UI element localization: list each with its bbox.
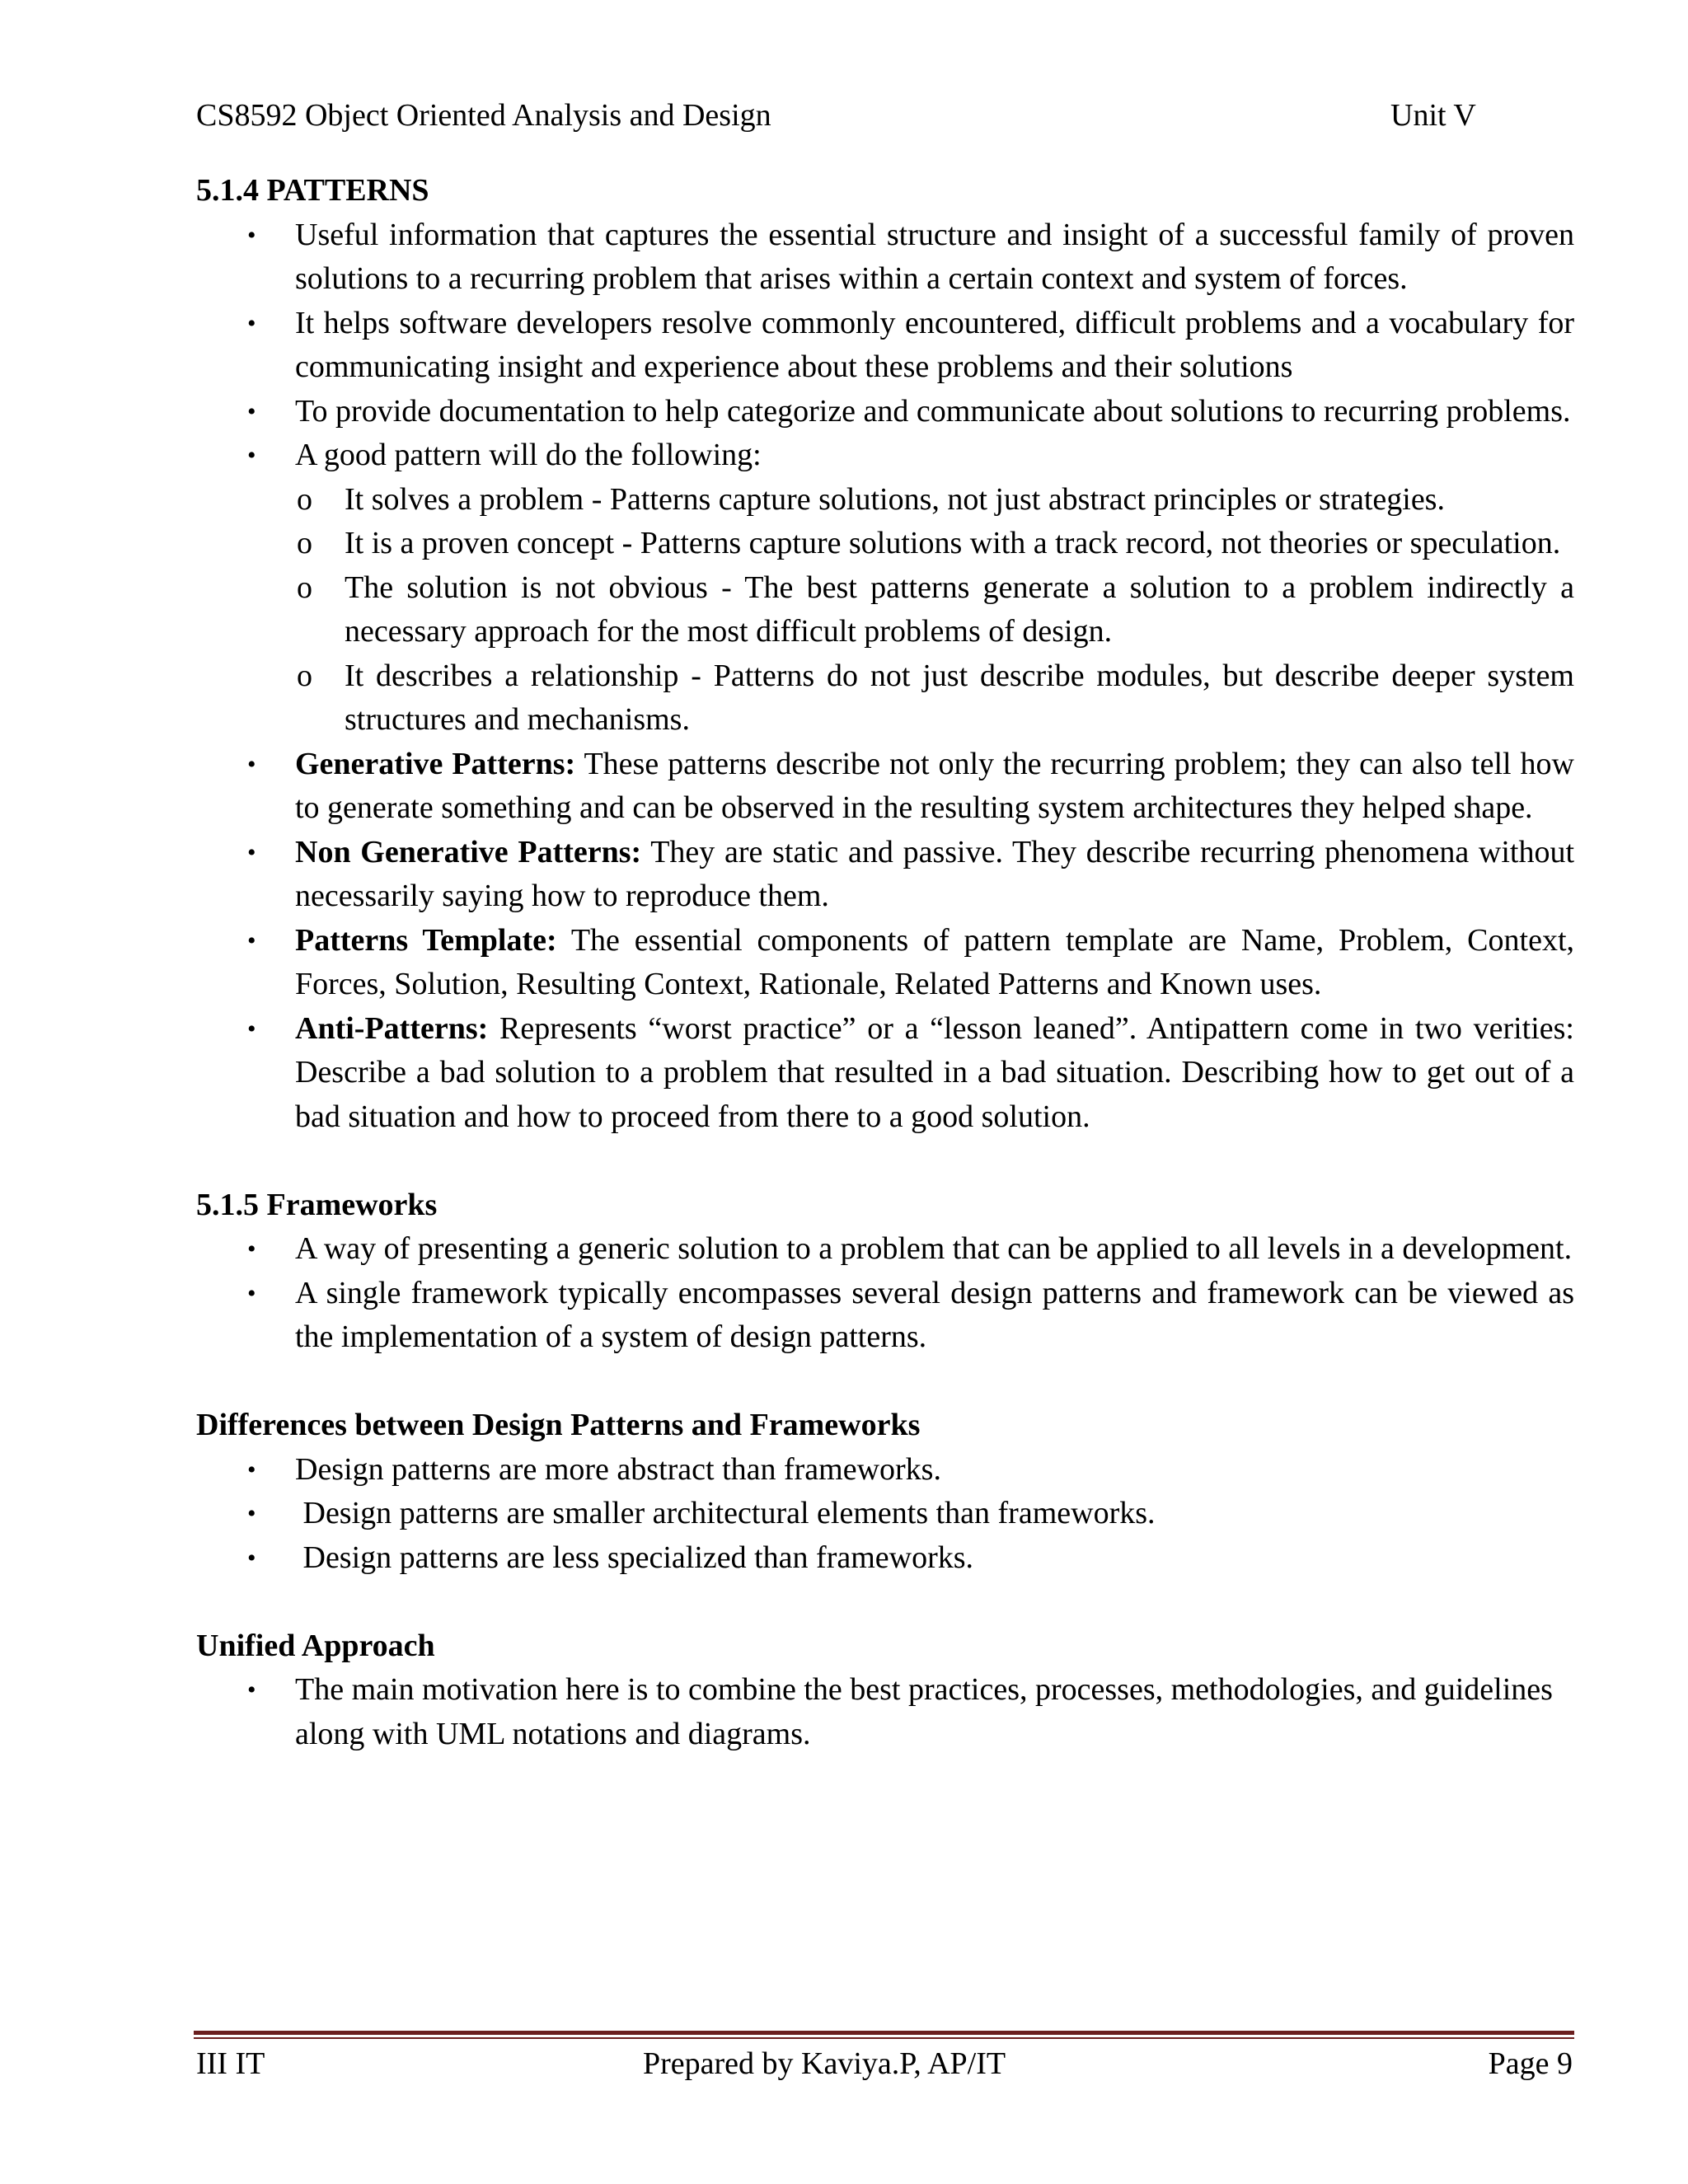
header-unit: Unit V: [1390, 98, 1476, 133]
definition-text: These patterns describe not only the recurring problem; they can also tell how to generate something and can be observed in the resulting system architectures they helped shape.: [295, 746, 1574, 825]
definition-term: Generative Patterns:: [295, 746, 576, 781]
definition-item: [196, 743, 1574, 831]
bullet-icon: •: [247, 1544, 256, 1572]
definition-text: They are static and passive. They describe recurring phenomena without necessarily saying how to reproduce them.: [295, 834, 1575, 913]
list-item: • Useful information that captures the essential structure and insight of a successful family of proven solutions to a recurring problem that arises within a certain context and system of forces.: [196, 213, 1574, 302]
definition-item: [196, 1007, 1574, 1140]
sub-list-item: o It solves a problem - Patterns capture solutions, not just abstract principles or strategies.: [196, 478, 1574, 523]
definition-text: Represents “worst practice” or a “lesson leaned”. Antipattern come in two verities: Describe a bad solution to a problem that resulted in a bad situation. Describing how to get out of a bad situation and how to proceed from there to a good solution.: [295, 1010, 1574, 1134]
section-title-unified: Unified Approach: [196, 1628, 435, 1663]
list-item: • A way of presenting a generic solution to a problem that can be applied to all levels in a development.: [196, 1227, 1574, 1272]
list-item: • To provide documentation to help categorize and communicate about solutions to recurring problems.: [196, 390, 1574, 434]
section-title-differences: Differences between Design Patterns and Frameworks: [196, 1408, 921, 1442]
bullet-icon: •: [247, 838, 256, 866]
sub-bullet-icon: o: [297, 481, 312, 517]
sub-list-item: o The solution is not obvious - The best patterns generate a solution to a problem indirectly a necessary approach for the most difficult problems of design.: [196, 566, 1574, 654]
list-item: • Design patterns are less specialized than frameworks.: [196, 1536, 1574, 1581]
sub-bullet-icon: o: [297, 658, 312, 693]
list-item: • Design patterns are smaller architectural elements than frameworks.: [196, 1492, 1574, 1536]
section-title-patterns: 5.1.4 PATTERNS: [196, 173, 429, 208]
footer-author: Prepared by Kaviya.P, AP/IT: [643, 2046, 1006, 2081]
header-course: CS8592 Object Oriented Analysis and Design: [196, 98, 771, 133]
footer-rule: [194, 2031, 1574, 2035]
definition-text: The essential components of pattern template are Name, Problem, Context, Forces, Solution, Resulting Context, Rationale, Related Patterns and Known uses.: [295, 922, 1575, 1001]
list-item: • A good pattern will do the following:: [196, 434, 1574, 478]
list-item: • The main motivation here is to combine the best practices, processes, methodologies, and guidelines along with UML notations and diagrams.: [196, 1668, 1564, 1756]
bullet-icon: •: [247, 309, 256, 337]
bullet-icon: •: [247, 926, 256, 954]
bullet-icon: •: [247, 1455, 256, 1483]
footer-rule-thin: [194, 2037, 1574, 2039]
sub-bullet-icon: o: [297, 569, 312, 605]
bullet-icon: •: [247, 1279, 256, 1307]
list-item: • It helps software developers resolve commonly encountered, difficult problems and a vocabulary for communicating insight and experience about these problems and their solutions: [196, 302, 1574, 390]
page-number: Page 9: [1488, 2046, 1573, 2081]
definition-term: Non Generative Patterns:: [295, 834, 642, 869]
bullet-icon: •: [247, 750, 256, 778]
spacer: [196, 1139, 1574, 1183]
spacer: [196, 1580, 1574, 1624]
bullet-icon: •: [247, 221, 256, 249]
bullet-icon: •: [247, 1676, 256, 1704]
definition-term: Patterns Template:: [295, 922, 557, 958]
bullet-icon: •: [247, 442, 256, 469]
sub-list-item: o It describes a relationship - Patterns do not just describe modules, but describe deeper system structures and mechanisms.: [196, 654, 1574, 743]
definition-term: Anti-Patterns:: [295, 1010, 489, 1046]
page-content: [196, 169, 1574, 1756]
bullet-icon: •: [247, 397, 256, 425]
spacer: [196, 1360, 1574, 1404]
list-item: • A single framework typically encompasses several design patterns and framework can be viewed as the implementation of a system of design patterns.: [196, 1272, 1574, 1360]
bullet-icon: •: [247, 1235, 256, 1263]
sub-list-item: o It is a proven concept - Patterns capture solutions with a track record, not theories or speculation.: [196, 522, 1574, 566]
footer-class: III IT: [196, 2046, 265, 2081]
bullet-icon: •: [247, 1500, 256, 1527]
section-title-frameworks: 5.1.5 Frameworks: [196, 1187, 438, 1222]
definition-item: [196, 919, 1574, 1007]
bullet-icon: •: [247, 1015, 256, 1043]
sub-bullet-icon: o: [297, 526, 312, 560]
list-item: • Design patterns are more abstract than frameworks.: [196, 1448, 1574, 1493]
definition-item: [196, 831, 1574, 919]
